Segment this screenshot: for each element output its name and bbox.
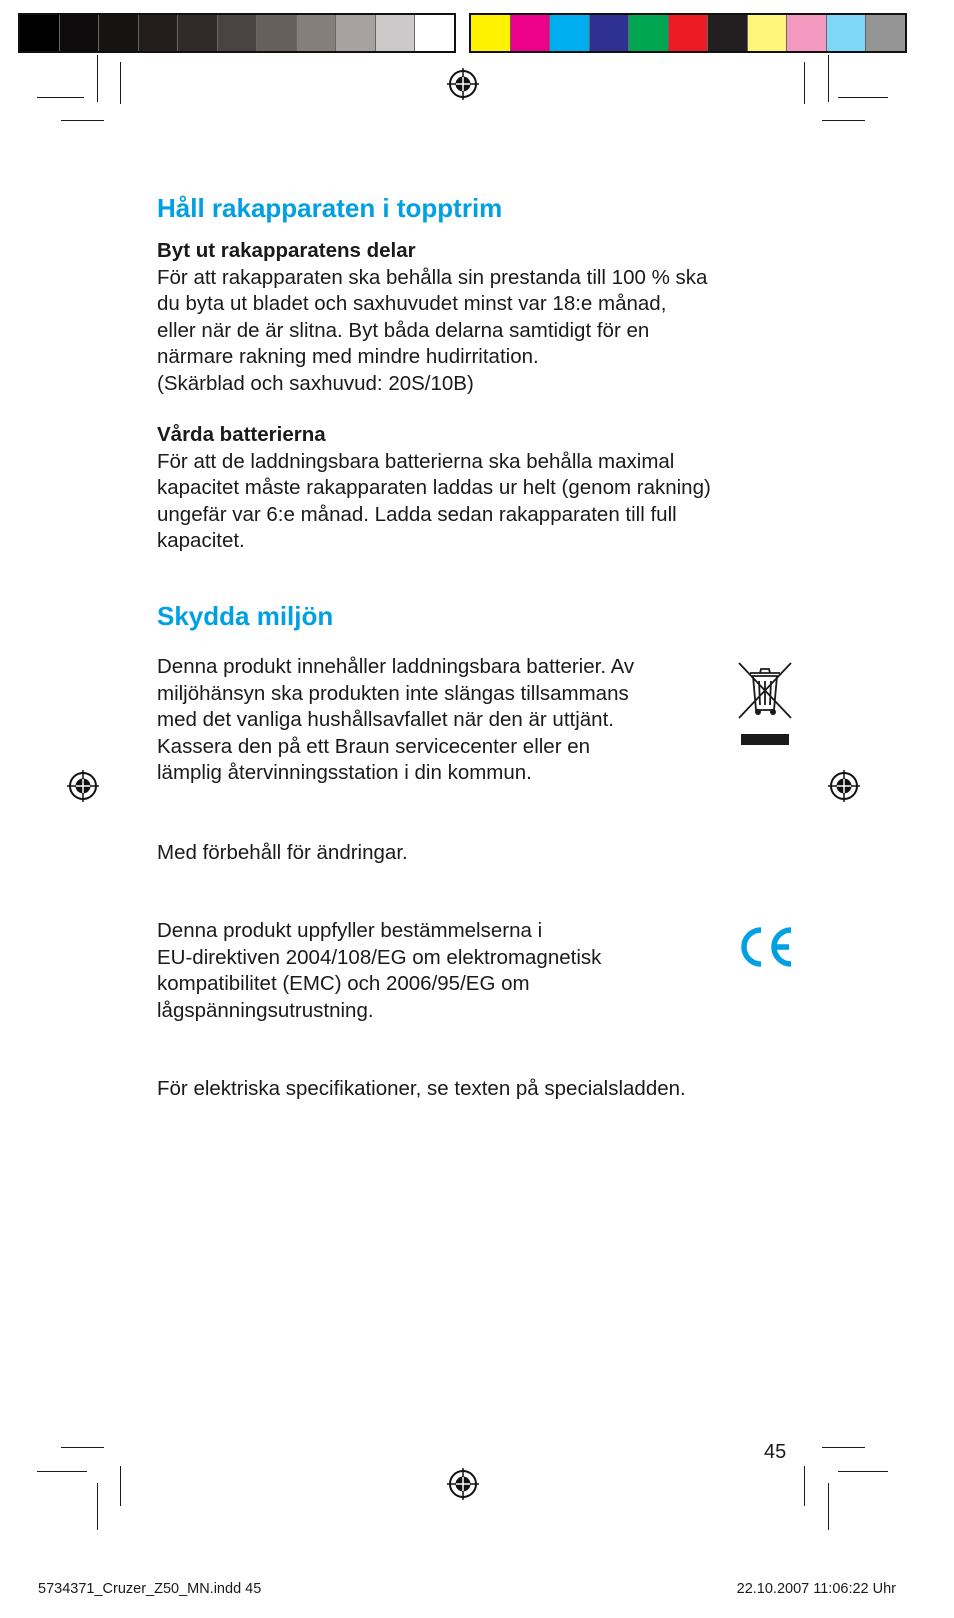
text-line: kompatibilitet (EMC) och 2006/95/EG om <box>157 972 530 995</box>
electrical-spec-text: För elektriska specifikationer, se texten på specialsladden. <box>157 1077 686 1100</box>
crop-mark <box>838 97 888 98</box>
text-line: Kassera den på ett Braun servicecenter eller en <box>157 734 591 758</box>
page-number: 45 <box>764 1441 787 1463</box>
color-swatch <box>590 15 630 51</box>
color-swatch <box>550 15 590 51</box>
crop-mark <box>804 62 805 104</box>
crop-mark <box>37 1471 87 1472</box>
crop-mark <box>120 62 121 104</box>
crop-mark <box>804 1466 805 1506</box>
subheading-replace-parts: Byt ut rakapparatens delar <box>157 239 416 262</box>
subheading-battery-care: Vårda batterierna <box>157 423 326 446</box>
text-line: med det vanliga hushållsavfallet när den är uttjänt. <box>157 708 614 731</box>
crop-mark <box>828 55 829 102</box>
text-line: För att de laddningsbara batterierna ska behålla maximal <box>157 449 675 473</box>
environment-block <box>157 654 634 787</box>
crop-mark <box>828 1483 829 1530</box>
section-heading-maintenance: Håll rakapparaten i topptrim <box>157 193 503 223</box>
text-line: du byta ut bladet och saxhuvudet minst var 18:e månad, <box>157 292 667 315</box>
color-swatch <box>139 15 179 51</box>
text-line: lågspänningsutrustning. <box>157 998 374 1022</box>
text-line: ungefär var 6:e månad. Ladda sedan rakapparaten till full <box>157 502 677 526</box>
crossed-out-wheelie-bin-icon <box>736 660 794 746</box>
color-swatch <box>629 15 669 51</box>
color-swatch <box>60 15 100 51</box>
text-line: EU-direktiven 2004/108/EG om elektromagnetisk <box>157 945 602 969</box>
crop-mark <box>61 1447 104 1448</box>
color-swatch <box>708 15 748 51</box>
color-swatch <box>748 15 788 51</box>
section-heading-environment: Skydda miljön <box>157 601 334 631</box>
text-line: (Skärblad och saxhuvud: 20S/10B) <box>157 371 474 395</box>
crop-mark <box>838 1471 888 1472</box>
text-line: För att rakapparaten ska behålla sin prestanda till 100 % ska <box>157 265 708 289</box>
color-swatch <box>257 15 297 51</box>
registration-mark-icon <box>447 68 479 100</box>
crop-mark <box>97 55 98 102</box>
text-line: Denna produkt innehåller laddningsbara batterier. Av <box>157 655 635 678</box>
crop-mark <box>37 97 84 98</box>
color-swatch <box>336 15 376 51</box>
color-swatch <box>827 15 867 51</box>
text-line: kapacitet måste rakapparaten laddas ur helt (genom rakning) <box>157 476 711 499</box>
color-swatch <box>376 15 416 51</box>
color-swatch <box>787 15 827 51</box>
replace-parts-block <box>157 238 707 397</box>
text-line: kapacitet. <box>157 529 245 552</box>
crop-mark <box>822 1447 865 1448</box>
color-swatch <box>218 15 258 51</box>
registration-mark-icon <box>67 770 99 802</box>
text-line: Denna produkt uppfyller bestämmelserna i <box>157 919 543 942</box>
text-line: lämplig återvinningsstation i din kommun. <box>157 761 532 784</box>
color-swatch <box>866 15 905 51</box>
text-line: miljöhänsyn ska produkten inte slängas tillsammans <box>157 681 629 705</box>
text-line: närmare rakning med mindre hudirritation. <box>157 345 539 368</box>
reservation-text: Med förbehåll för ändringar. <box>157 841 408 864</box>
color-swatch <box>669 15 709 51</box>
registration-mark-icon <box>447 1468 479 1500</box>
battery-care-block <box>157 422 711 555</box>
ce-mark-icon <box>734 925 796 969</box>
color-swatch <box>178 15 218 51</box>
crop-mark <box>822 120 865 121</box>
footer-timestamp: 22.10.2007 11:06:22 Uhr <box>736 1581 896 1597</box>
color-swatch <box>415 15 454 51</box>
color-swatch <box>99 15 139 51</box>
grayscale-color-bar <box>18 13 456 53</box>
color-swatch <box>511 15 551 51</box>
text-line: eller när de är slitna. Byt båda delarna samtidigt för en <box>157 318 650 342</box>
color-swatch <box>471 15 511 51</box>
registration-mark-icon <box>828 770 860 802</box>
color-swatch <box>297 15 337 51</box>
footer-file-name: 5734371_Cruzer_Z50_MN.indd 45 <box>38 1581 262 1597</box>
color-swatch <box>20 15 60 51</box>
crop-mark <box>120 1466 121 1506</box>
process-color-bar <box>469 13 907 53</box>
crop-mark <box>61 120 104 121</box>
compliance-block <box>157 918 601 1024</box>
crop-mark <box>97 1483 98 1530</box>
